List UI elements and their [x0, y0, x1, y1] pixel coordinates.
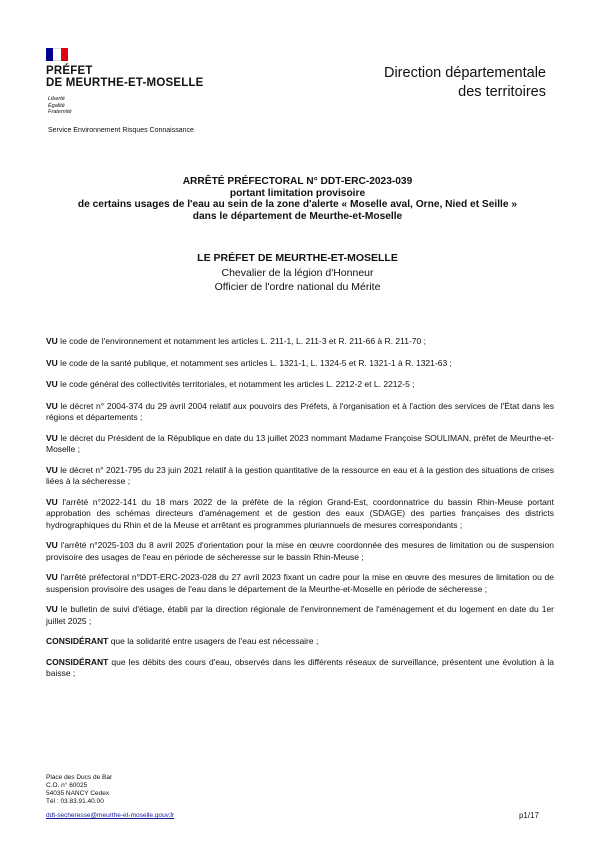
- devise-liberte: Liberté: [48, 96, 65, 102]
- direction-name: [384, 64, 546, 102]
- visa-paragraph: [46, 358, 554, 370]
- direction-line1: Direction départementale: [383, 65, 546, 81]
- visa-lead: VU: [46, 496, 58, 507]
- prefet-line1: PRÉFET: [46, 65, 93, 77]
- considerant-lead: CONSIDÉRANT: [46, 656, 109, 667]
- prefet-block-line2: Chevalier de la légion d'Honneur: [221, 266, 374, 279]
- visa-paragraph: [46, 336, 554, 348]
- title-line1: ARRÊTÉ PRÉFECTORAL N° DDT-ERC-2023-039: [182, 176, 413, 187]
- visa-paragraph: [46, 540, 554, 563]
- considerant-paragraph: [46, 657, 554, 680]
- marianne-logo: [46, 48, 68, 61]
- visa-text: le bulletin de suivi d'étiage, établi par la direction régionale de l'environnement de l'aménagement et du logement en date du 1er juillet 2025 ;: [46, 604, 554, 626]
- visa-paragraph: [46, 465, 554, 488]
- prefet-block-line3: Officier de l'ordre national du Mérite: [214, 281, 381, 293]
- contact-email-link[interactable]: ddt-secheresse@meurthe-et-moselle.gouv.fr: [46, 812, 175, 819]
- address-line1: Place des Ducs de Bar: [46, 774, 113, 781]
- title-line2: portant limitation provisoire: [229, 187, 366, 199]
- prefet-line2: DE MEURTHE-ET-MOSELLE: [46, 77, 204, 89]
- devise-fraternite: Fraternité: [48, 109, 72, 115]
- document-title: [0, 176, 595, 222]
- address-line2: C.O. n° 60025: [46, 782, 88, 789]
- visa-text: l'arrêté n°2025-103 du 8 avril 2025 d'orientation pour la mise en œuvre coordonnée des mesures de limitation ou de suspension provisoire des usages de l'eau en période de sécheresse sur le bassin Rhin-Meuse ;: [46, 540, 554, 562]
- visa-text: le décret du Président de la République en date du 13 juillet 2023 nommant Madame Françoise SOULIMAN, préfet de Meurthe-et-Moselle ;: [46, 432, 554, 454]
- visa-lead: VU: [46, 464, 58, 475]
- considerant-paragraph: [46, 636, 554, 648]
- tricolor-flag-icon: [46, 48, 68, 61]
- address-block: [46, 774, 112, 806]
- visa-paragraph: [46, 572, 554, 595]
- devise: [48, 96, 72, 116]
- devise-egalite: Égalité: [48, 102, 65, 109]
- visa-paragraph: [46, 497, 554, 532]
- visa-lead: VU: [46, 604, 58, 614]
- prefet-block-line1: LE PRÉFET DE MEURTHE-ET-MOSELLE: [197, 252, 398, 264]
- title-line4: dans le département de Meurthe-et-Moselle: [192, 210, 403, 222]
- visa-text: le décret n° 2021-795 du 23 juin 2021 relatif à la gestion quantitative de la ressource en eau et à la gestion des situations de crises liées à la sécheresse ;: [46, 464, 554, 486]
- visa-lead: VU: [46, 400, 58, 411]
- prefecture-name: [46, 65, 204, 89]
- visa-lead: VU: [46, 540, 58, 550]
- visa-lead: VU: [46, 432, 58, 443]
- page-number: p1/17: [518, 811, 539, 820]
- visa-lead: VU: [46, 357, 58, 368]
- visa-paragraph: [46, 379, 554, 391]
- visa-text: le code de l'environnement et notamment les articles L. 211-1, L. 211-3 et R. 211-66 à R. 211-70 ;: [57, 336, 426, 346]
- visa-lead: VU: [46, 572, 58, 582]
- address-phone: Tél : 03.83.91.40.00: [46, 798, 104, 805]
- considerant-lead: CONSIDÉRANT: [46, 636, 109, 646]
- visa-text: le décret n° 2004-374 du 29 avril 2004 relatif aux pouvoirs des Préfets, à l'organisation et à l'action des services de l'État dans les régions et départements ;: [46, 400, 554, 422]
- visa-lead: VU: [46, 379, 58, 389]
- visa-text: l'arrêté n°2022-141 du 18 mars 2022 de la préfète de la région Grand-Est, coordonnatrice du bassin Rhin-Meuse portant approbation des schémas directeurs d'aménagement et de gestion des eaux (SDAGE) des parties françaises des districts hydrographiques du Rhin et de la Meuse et arrêtant es programmes pluriannuels de mesures correspondants ;: [46, 496, 554, 530]
- visa-text: le code général des collectivités territoriales, et notamment les articles L. 2212-2 et L. 2212-5 ;: [57, 379, 415, 389]
- considerant-text: que la solidarité entre usagers de l'eau est nécessaire ;: [108, 636, 319, 646]
- visas-list: [46, 336, 554, 680]
- visa-paragraph: [46, 433, 554, 456]
- address-line3: 54035 NANCY Cedex: [46, 790, 110, 797]
- direction-line2: des territoires: [458, 84, 546, 100]
- title-line3: de certains usages de l'eau au sein de la zone d'alerte « Moselle aval, Orne, Nied et Seille »: [77, 199, 518, 210]
- visa-lead: VU: [46, 336, 58, 346]
- visa-paragraph: [46, 401, 554, 424]
- considerant-text: que les débits des cours d'eau, observés dans les différents réseaux de surveillance, présentent une évolution à la baisse ;: [46, 656, 554, 678]
- visa-text: le code de la santé publique, et notamment ses articles L. 1321-1, L. 1324-5 et R. 1321-1 à R. 1321-63 ;: [57, 357, 452, 368]
- prefet-block: [0, 251, 595, 295]
- service-name: Service Environnement Risques Connaissance: [48, 127, 194, 134]
- visa-text: l'arrêté préfectoral n°DDT-ERC-2023-028 du 27 avril 2023 fixant un cadre pour la mise en œuvre des mesures de limitation ou de suspension provisoire des usages de l'eau dans le département de la Meurthe-et-Moselle en période de sécheresse ;: [46, 572, 554, 594]
- visa-paragraph: [46, 604, 554, 627]
